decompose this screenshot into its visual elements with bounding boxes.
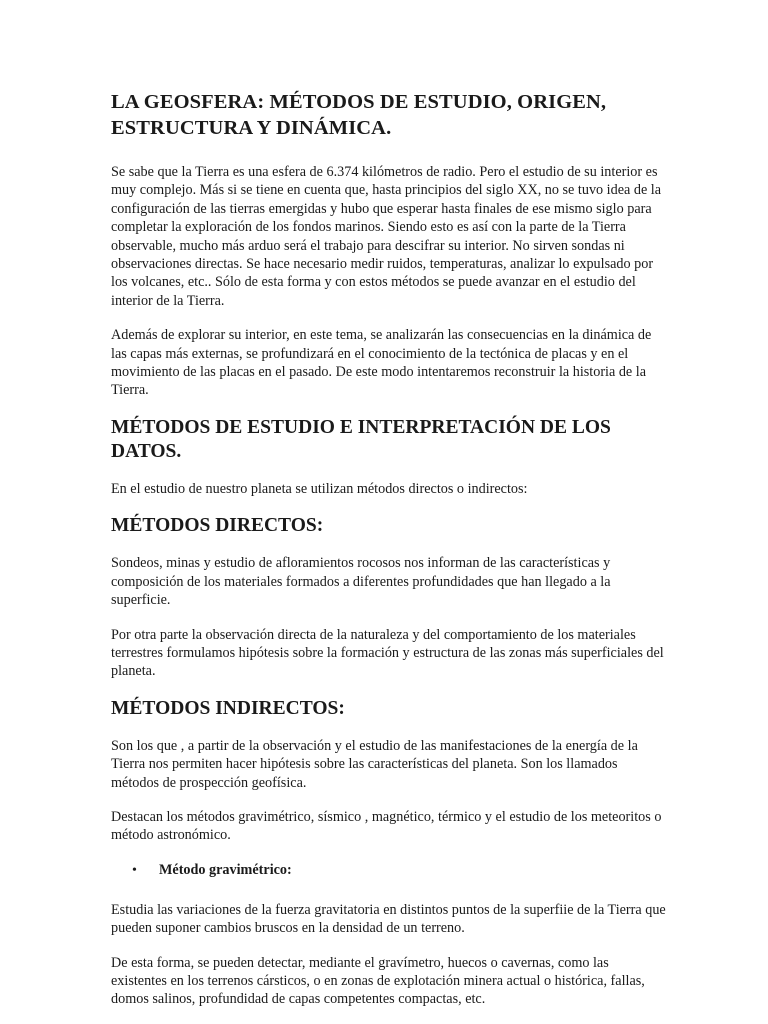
indirect-methods-paragraph-1: Son los que , a partir de la observación y el estudio de las manifestaciones de la energía de la Tierra nos permiten hacer hipótesis sobre las características del planeta. Son los llamados métodos de prospección geofísica. <box>111 737 638 791</box>
intro-paragraph-2: Además de explorar su interior, en este tema, se analizarán las consecuencias en la dinámica de las capas más externas, se profundizará en el conocimiento de la tectónica de placas y en el movimiento de las placas en el pasado. De este modo intentaremos reconstruir la historia de la Tierra. <box>111 327 652 399</box>
section-heading-direct-methods: MÉTODOS DIRECTOS: <box>111 515 324 537</box>
bullet-label-gravimetric: Método gravimétrico: <box>159 861 292 878</box>
direct-methods-paragraph-2: Por otra parte la observación directa de la naturaleza y del comportamiento de los materiales terrestres formulamos hipótesis sobre la formación y estructura de las zonas más superficiales del planeta. <box>111 626 664 680</box>
methods-paragraph: En el estudio de nuestro planeta se utilizan métodos directos o indirectos: <box>111 480 528 497</box>
gravimetric-paragraph-1: Estudia las variaciones de la fuerza gravitatoria en distintos puntos de la superfiie de la Tierra que pueden suponer cambios bruscos en la densidad de un terreno. <box>111 901 666 937</box>
section-heading-methods: MÉTODOS DE ESTUDIO E INTERPRETACIÓN DE LOS DATOS. <box>111 416 611 462</box>
bullet-item-gravimetric <box>111 861 668 879</box>
document-title: LA GEOSFERA: MÉTODOS DE ESTUDIO, ORIGEN, ESTRUCTURA Y DINÁMICA. <box>111 91 607 139</box>
gravimetric-paragraph-2: De esta forma, se pueden detectar, mediante el gravímetro, huecos o cavernas, como las existentes en los terrenos cársticos, o en zonas de explotación minera actual o histórica, fallas, domos salinos, profundidad de capas competentes compactas, etc. <box>111 954 645 1008</box>
indirect-methods-paragraph-2: Destacan los métodos gravimétrico, sísmico , magnético, térmico y el estudio de los meteoritos o método astronómico. <box>111 808 662 844</box>
section-heading-indirect-methods: MÉTODOS INDIRECTOS: <box>111 697 345 719</box>
bullet-icon: • <box>132 862 137 878</box>
direct-methods-paragraph-1: Sondeos, minas y estudio de afloramientos rocosos nos informan de las características y composición de los materiales formados a diferentes profundidades que han llegado a la superficie. <box>111 555 611 609</box>
intro-paragraph-1: Se sabe que la Tierra es una esfera de 6.374 kilómetros de radio. Pero el estudio de su interior es muy complejo. Más si se tiene en cuenta que, hasta principios del siglo XX, no se tuvo idea de la configuración de las tierras emergidas y hubo que esperar hasta finales de ese mismo siglo para completar la exploración de los fondos marinos. Siendo esto es así con la parte de la Tierra observable, mucho más arduo será el trabajo para descifrar su interior. No sirven sondas ni observaciones directas. Se hace necesario medir ruidos, temperaturas, analizar lo expulsado por los volcanes, etc.. Sólo de esta forma y con estos métodos se puede avanzar en el estudio del interior de la Tierra. <box>111 164 662 309</box>
